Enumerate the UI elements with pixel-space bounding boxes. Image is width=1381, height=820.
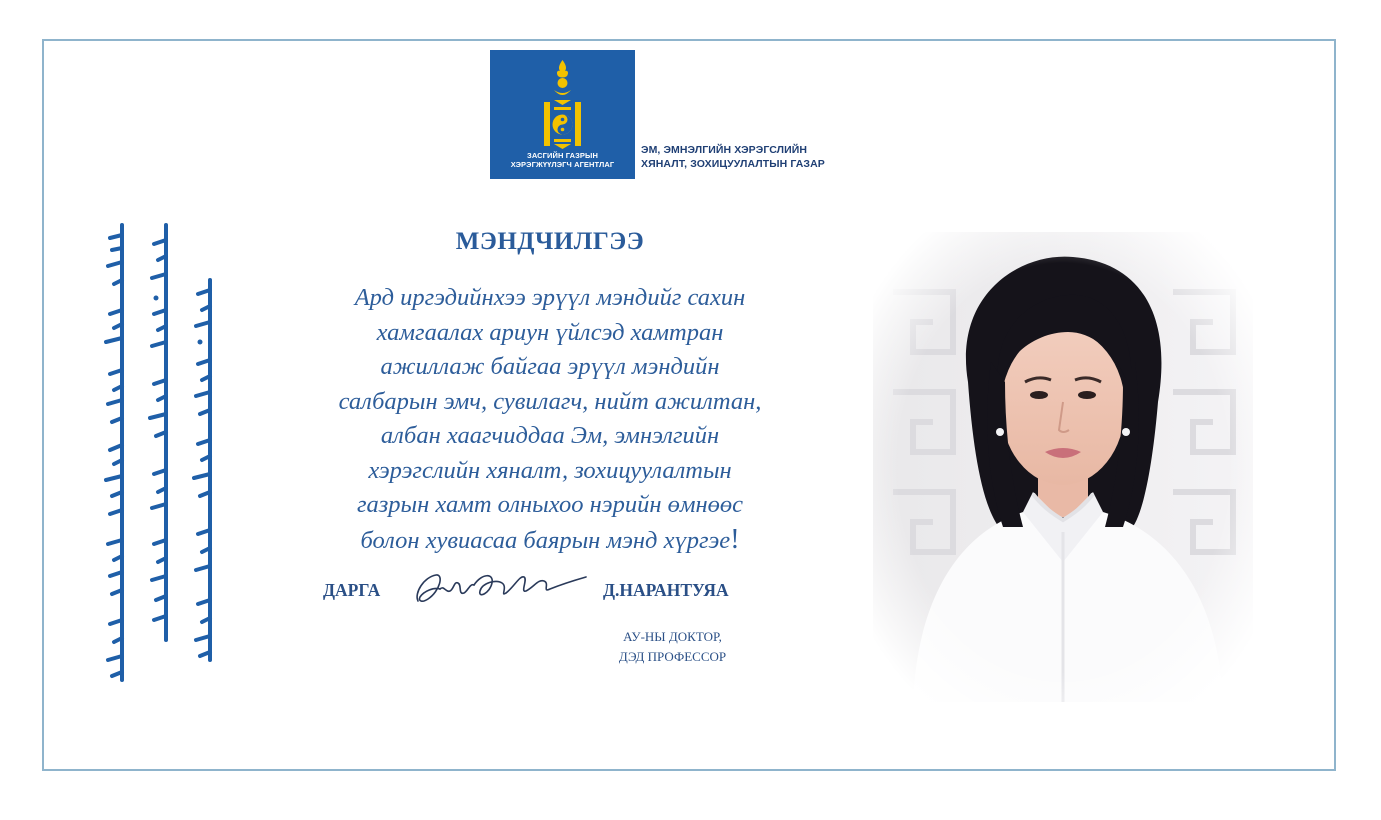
message-line: албан хаагчиддаа Эм, эмнэлгийн [380,422,720,449]
agency-name [641,143,825,171]
emblem-caption-line2: ХЭРЭГЖҮҮЛЭГЧ АГЕНТЛАГ [510,160,615,169]
message-line: хамгаалах ариун үйлсэд хамтран [376,318,724,346]
signatory-name: Д.НАРАНТУЯА [603,580,729,600]
agency-name-line2: ХЯНАЛТ, ЗОХИЦУУЛАЛТЫН ГАЗАР [641,158,825,170]
message-line: Ард иргэдийнхээ эрүүл мэндийг сахин [354,284,746,311]
exclamation-mark: ! [730,523,740,555]
message-line: салбарын эмч, сувилагч, нийт ажилтан, [338,387,762,415]
message-line: ажиллаж байгаа эрүүл мэндийн [380,353,720,380]
mongolian-script-greeting [92,220,232,690]
degree-line2: ДЭД ПРОФЕССОР [618,649,727,664]
handwritten-signature [410,563,590,613]
signatory-degree [600,627,745,667]
portrait-photo [873,232,1253,702]
message-line: болон хувиасаа баярын мэнд хүргэе [360,526,731,554]
greeting-title: МЭНДЧИЛГЭЭ [455,228,645,255]
emblem-caption-line1: ЗАСГИЙН ГАЗРЫН [527,151,598,160]
government-agency-emblem [490,50,635,179]
message-line: хэрэгслийн хяналт, зохицуулалтын [368,456,732,484]
greeting-message [255,281,845,558]
degree-line1: АУ-НЫ ДОКТОР, [623,629,722,644]
signatory-position: ДАРГА [323,580,381,600]
agency-name-line1: ЭМ, ЭМНЭЛГИЙН ХЭРЭГСЛИЙН [641,144,808,156]
message-line: газрын хамт олныхоо нэрийн өмнөөс [356,491,744,518]
